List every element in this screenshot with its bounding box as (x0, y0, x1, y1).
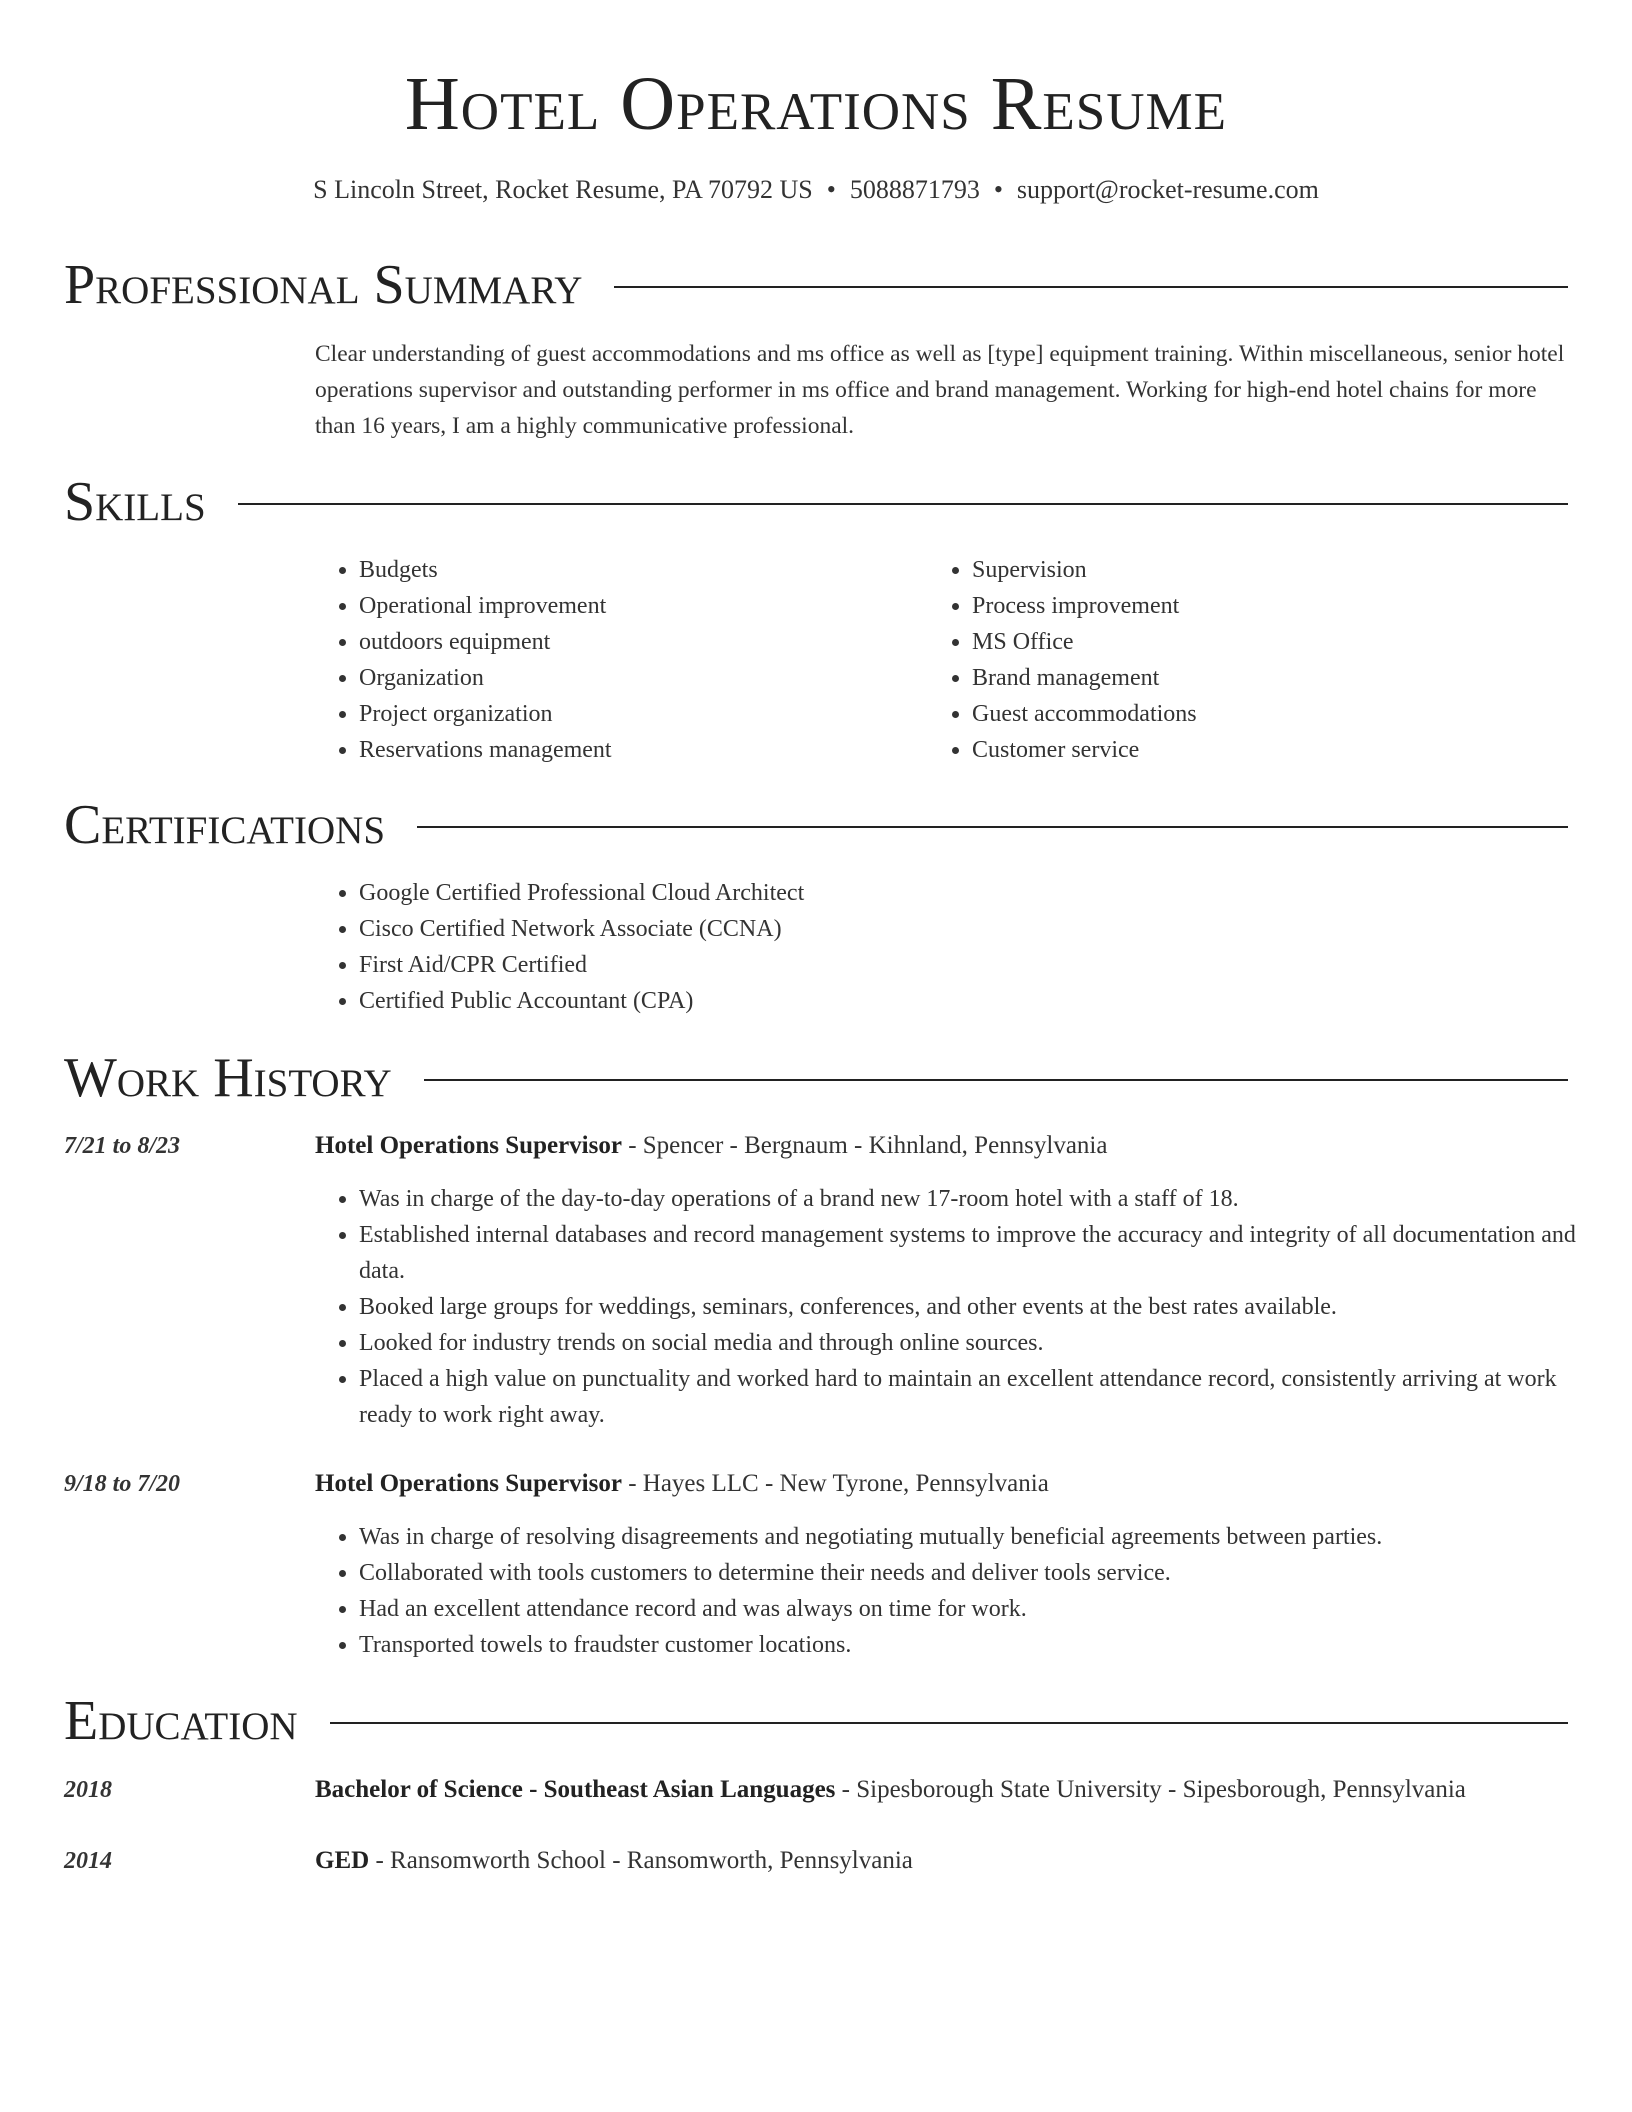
section-heading: Work History (64, 1047, 392, 1109)
job-dates: 9/18 to 7/20 (64, 1471, 181, 1497)
contact-line (0, 172, 1632, 208)
section-header-education (64, 1689, 1568, 1753)
section-divider (614, 286, 1568, 288)
education-degree: GED (315, 1847, 370, 1874)
job-bullet: • Collaborated with tools customers to determine their needs and deliver tools service. (359, 1555, 1612, 1591)
skill-item: • Guest accommodations (972, 696, 1572, 732)
skill-item: • Reservations management (359, 732, 919, 768)
job-bullet: • Was in charge of the day-to-day operations of a brand new 17-room hotel with a staff of 18. (359, 1181, 1612, 1217)
job-bullets (315, 1181, 1612, 1433)
contact-separator: • (993, 175, 1003, 204)
contact-phone: 5088871793 (849, 175, 980, 204)
summary-text: Clear understanding of guest accommodations and ms office as well as [type] equipment training. Within miscellaneous, senior hotel operations supervisor and outstanding performer in ms office and brand management. Working for high-end hotel chains for more than 16 years, I am a highly communicative professional. (315, 341, 1565, 439)
resume-title: Hotel Operations Resume (404, 62, 1228, 146)
skill-item: • Process improvement (972, 588, 1572, 624)
job-dates: 7/21 to 8/23 (64, 1133, 181, 1159)
skill-item: • Budgets (359, 552, 919, 588)
job-heading (315, 1128, 1568, 1164)
section-heading: Skills (64, 471, 206, 533)
certification-item: • Google Certified Professional Cloud Architect (359, 875, 1559, 911)
contact-separator: • (826, 175, 836, 204)
job-bullet: • Was in charge of resolving disagreements and negotiating mutually beneficial agreements between parties. (359, 1519, 1612, 1555)
education-year: 2018 (64, 1777, 112, 1803)
section-divider (330, 1722, 1568, 1724)
skills-list-right (928, 552, 1572, 768)
job-company: - Spencer - Bergnaum - Kihnland, Pennsylvania (621, 1132, 1108, 1159)
skill-item: • Project organization (359, 696, 919, 732)
education-entry (315, 1772, 1568, 1808)
section-heading: Certifications (64, 794, 386, 856)
certification-item: • Cisco Certified Network Associate (CCNA) (359, 911, 1559, 947)
education-school: - Ransomworth School - Ransomworth, Pennsylvania (369, 1847, 913, 1874)
certification-item: • Certified Public Accountant (CPA) (359, 983, 1559, 1019)
section-divider (424, 1079, 1568, 1081)
section-heading: Professional Summary (64, 254, 583, 316)
skill-item: • MS Office (972, 624, 1572, 660)
job-title: Hotel Operations Supervisor (315, 1470, 622, 1497)
job-bullet: • Established internal databases and record management systems to improve the accuracy and integrity of all documentation and data. (359, 1217, 1612, 1289)
job-bullet: • Booked large groups for weddings, seminars, conferences, and other events at the best rates available. (359, 1289, 1612, 1325)
job-company: - Hayes LLC - New Tyrone, Pennsylvania (621, 1470, 1049, 1497)
job-bullet: • Looked for industry trends on social media and through online sources. (359, 1325, 1612, 1361)
education-school: - Sipesborough State University - Sipesborough, Pennsylvania (835, 1776, 1466, 1803)
skill-item: • Operational improvement (359, 588, 919, 624)
skill-item: • Brand management (972, 660, 1572, 696)
education-degree: Bachelor of Science - Southeast Asian Languages (315, 1776, 836, 1803)
education-entry (315, 1843, 1568, 1879)
section-divider (238, 503, 1568, 505)
certification-item: • First Aid/CPR Certified (359, 947, 1559, 983)
skills-list-left (315, 552, 919, 768)
skill-item: • Customer service (972, 732, 1572, 768)
skill-item: • outdoors equipment (359, 624, 919, 660)
job-bullets (315, 1519, 1612, 1663)
job-heading (315, 1466, 1568, 1502)
job-bullet: • Transported towels to fraudster customer locations. (359, 1627, 1612, 1663)
section-header-skills (64, 470, 1568, 534)
contact-email: support@rocket-resume.com (1016, 175, 1319, 204)
section-header-work-history (64, 1046, 1568, 1110)
job-title: Hotel Operations Supervisor (315, 1132, 622, 1159)
section-header-certifications (64, 793, 1568, 857)
education-year: 2014 (64, 1848, 112, 1874)
section-divider (417, 826, 1568, 828)
skill-item: • Supervision (972, 552, 1572, 588)
section-header-summary (64, 253, 1568, 317)
job-bullet: • Placed a high value on punctuality and worked hard to maintain an excellent attendance record, consistently arriving at work ready to work right away. (359, 1361, 1612, 1433)
job-bullet: • Had an excellent attendance record and was always on time for work. (359, 1591, 1612, 1627)
contact-address: S Lincoln Street, Rocket Resume, PA 70792 US (313, 175, 813, 204)
section-heading: Education (64, 1690, 298, 1752)
certifications-list (315, 875, 1559, 1019)
skill-item: • Organization (359, 660, 919, 696)
